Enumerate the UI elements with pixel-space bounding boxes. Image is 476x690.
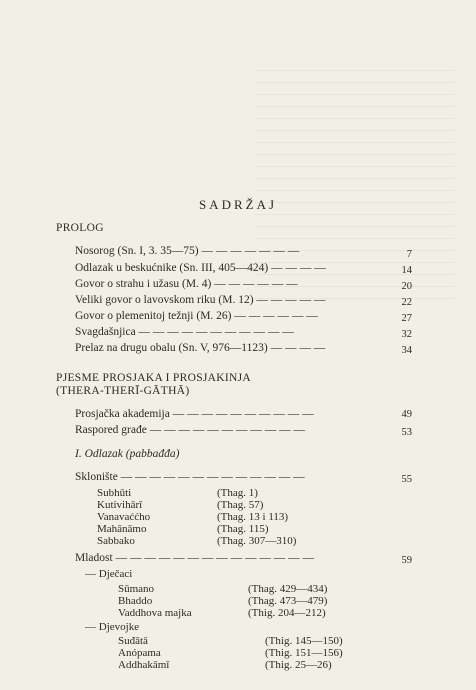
poet-reference: (Thag. 473—479) — [248, 595, 328, 607]
poet-name: Sūmano — [118, 583, 155, 595]
toc-entry: Prosjačka akademija — — — — — — — — — — — [75, 408, 314, 420]
poet-reference: (Thag. 115) — [217, 523, 269, 535]
poet-name: Vaddhova majka — [118, 607, 192, 619]
toc-page-number: 32 — [401, 329, 412, 340]
toc-page-number: 7 — [406, 249, 412, 260]
poet-name: Bhaddo — [118, 595, 153, 607]
poet-reference: (Thig. 145—150) — [265, 635, 343, 647]
section-heading-pjesme: PJESME PROSJAKA I PROSJAKINJA — [56, 372, 251, 384]
poet-name: Addhakāmī — [118, 659, 170, 671]
toc-page-number: 14 — [401, 265, 412, 276]
toc-entry: Veliki govor o lavovskom riku (M. 12) — — — — — — [75, 294, 326, 306]
toc-entry: Mladost — — — — — — — — — — — — — — — [75, 552, 314, 564]
section-heading-prolog: PROLOG — [56, 222, 104, 234]
group-label-djecaci: — Dječaci — [85, 568, 133, 580]
poet-reference: (Thig. 204—212) — [248, 607, 326, 619]
page-title: SADRŽAJ — [198, 197, 278, 212]
toc-entry: Nosorog (Sn. I, 3. 35—75) — — — — — — — — [75, 245, 300, 257]
toc-page-number: 55 — [401, 474, 412, 485]
group-label-djevojke: — Djevojke — [85, 621, 140, 633]
toc-entry: Govor o plemenitoj težnji (M. 26) — — — — — — — [75, 310, 318, 322]
poet-name: Mahānāmo — [97, 523, 147, 535]
toc-entry: Svagdašnjica — — — — — — — — — — — — [75, 326, 294, 338]
poet-name: Vanavaććho — [97, 511, 151, 523]
poet-name: Anópama — [118, 647, 161, 659]
poet-reference: (Thag. 307—310) — [217, 535, 297, 547]
toc-page-number: 34 — [401, 345, 412, 356]
toc-page-number: 27 — [401, 313, 412, 324]
toc-page-number: 20 — [401, 281, 412, 292]
poet-name: Kutivihārī — [97, 499, 143, 511]
poet-reference: (Thag. 13 i 113) — [217, 511, 289, 523]
poet-reference: (Thig. 151—156) — [265, 647, 343, 659]
poet-name: Sabbako — [97, 535, 135, 547]
toc-page-number: 49 — [401, 409, 412, 420]
toc-entry: Raspored građe — — — — — — — — — — — — [75, 424, 305, 436]
poet-reference: (Thag. 57) — [217, 499, 264, 511]
toc-entry: Sklonište — — — — — — — — — — — — — — [75, 471, 305, 483]
section-subheading-pjesme: (THERA-THERĪ-GĀTHĀ) — [56, 385, 190, 397]
poet-reference: (Thag. 1) — [217, 487, 258, 499]
poet-name: Suđātā — [118, 635, 148, 647]
poet-name: Subhūti — [97, 487, 132, 499]
toc-page-number: 53 — [401, 427, 412, 438]
toc-entry: Odlazak u beskućnike (Sn. III, 405—424) — — — — — [75, 262, 326, 274]
toc-entry: Govor o strahu i užasu (M. 4) — — — — — — — [75, 278, 298, 290]
toc-page-number: 22 — [401, 297, 412, 308]
part-heading: I. Odlazak (pabbađđa) — [75, 448, 180, 460]
toc-page-number: 59 — [401, 555, 412, 566]
toc-entry: Prelaz na drugu obalu (Sn. V, 976—1123) — — — — — [75, 342, 326, 354]
poet-reference: (Thig. 25—26) — [265, 659, 332, 671]
poet-reference: (Thag. 429—434) — [248, 583, 328, 595]
